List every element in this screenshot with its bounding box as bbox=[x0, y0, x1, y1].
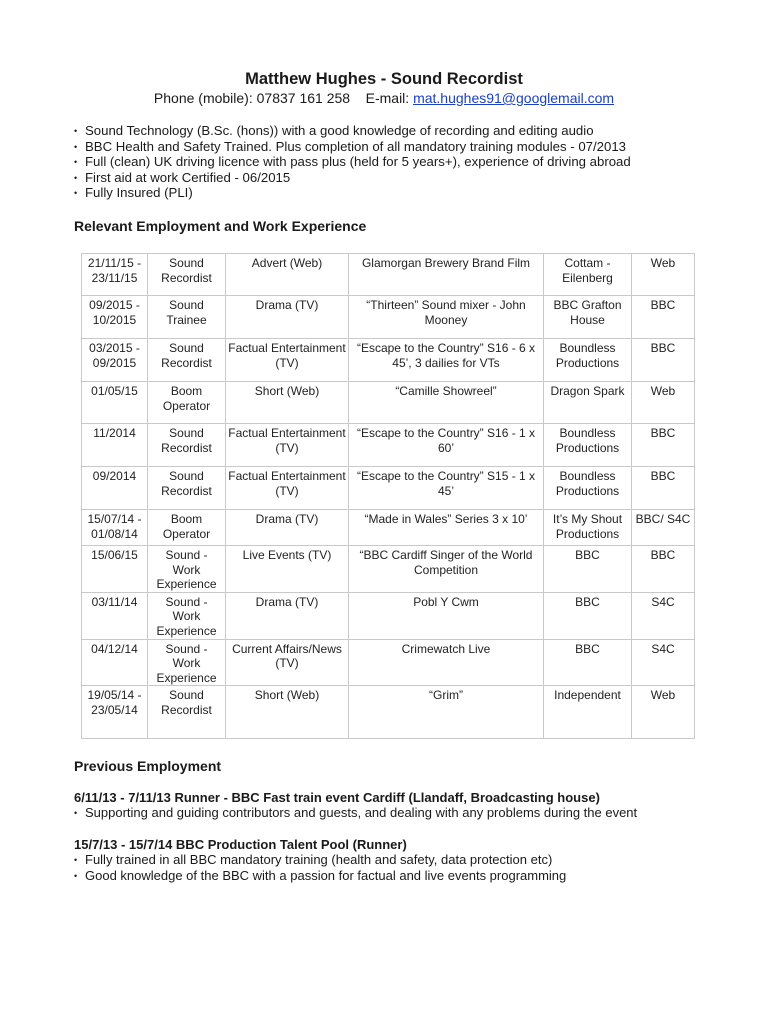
job2-detail-1: • Fully trained in all BBC mandatory training (health and safety, data protection etc) bbox=[74, 852, 553, 867]
production-cell: “Escape to the Country” S16 - 6 x 45’, 3 dailies for VTs bbox=[349, 339, 544, 382]
production-cell: “Escape to the Country” S15 - 1 x 45’ bbox=[349, 467, 544, 510]
genre-cell: Current Affairs/News (TV) bbox=[226, 639, 349, 686]
company-cell: BBC Grafton House bbox=[544, 296, 632, 339]
table-row bbox=[82, 546, 695, 593]
bullet-icon: • bbox=[74, 808, 78, 818]
production-cell: “BBC Cardiff Singer of the World Competition bbox=[349, 546, 544, 593]
bullet-icon: • bbox=[74, 172, 78, 183]
table-row bbox=[82, 254, 695, 296]
production-cell: Pobl Y Cwm bbox=[349, 592, 544, 639]
company-cell: Boundless Productions bbox=[544, 424, 632, 467]
genre-cell: Live Events (TV) bbox=[226, 546, 349, 593]
role-cell: Sound - Work Experience bbox=[148, 592, 226, 639]
dates-cell: 03/11/14 bbox=[82, 592, 148, 639]
dates-cell: 15/07/14 - 01/08/14 bbox=[82, 510, 148, 546]
bullet-icon: • bbox=[74, 855, 78, 865]
email-link[interactable]: mat.hughes91@googlemail.com bbox=[413, 90, 615, 106]
platform-cell: BBC bbox=[632, 546, 695, 593]
dates-cell: 03/2015 - 09/2015 bbox=[82, 339, 148, 382]
role-cell: Sound Recordist bbox=[148, 254, 226, 296]
company-cell: It’s My Shout Productions bbox=[544, 510, 632, 546]
genre-cell: Factual Entertainment (TV) bbox=[226, 424, 349, 467]
skill-item: • Sound Technology (B.Sc. (hons)) with a good knowledge of recording and editing audio bbox=[74, 123, 594, 138]
genre-cell: Drama (TV) bbox=[226, 592, 349, 639]
production-cell: Glamorgan Brewery Brand Film bbox=[349, 254, 544, 296]
company-cell: BBC bbox=[544, 546, 632, 593]
company-cell: Boundless Productions bbox=[544, 467, 632, 510]
platform-cell: Web bbox=[632, 382, 695, 424]
job1-detail: • Supporting and guiding contributors and guests, and dealing with any problems during the event bbox=[74, 805, 638, 820]
platform-cell: BBC/ S4C bbox=[632, 510, 695, 546]
production-cell: “Escape to the Country” S16 - 1 x 60’ bbox=[349, 424, 544, 467]
skill-item: • Full (clean) UK driving licence with pass plus (held for 5 years+), experience of driving abroad bbox=[74, 154, 631, 170]
platform-cell: Web bbox=[632, 254, 695, 296]
dates-cell: 01/05/15 bbox=[82, 382, 148, 424]
email-label: E-mail: bbox=[365, 90, 410, 106]
dates-cell: 19/05/14 - 23/05/14 bbox=[82, 686, 148, 739]
role-cell: Sound Recordist bbox=[148, 339, 226, 382]
dates-cell: 09/2015 - 10/2015 bbox=[82, 296, 148, 339]
role-cell: Boom Operator bbox=[148, 510, 226, 546]
skills-list bbox=[74, 123, 734, 201]
role-cell: Sound Recordist bbox=[148, 467, 226, 510]
contact-line bbox=[0, 90, 768, 106]
skill-item: • Fully Insured (PLI) bbox=[74, 185, 193, 201]
production-cell: “Camille Showreel” bbox=[349, 382, 544, 424]
table-row bbox=[82, 339, 695, 382]
platform-cell: BBC bbox=[632, 339, 695, 382]
table-row bbox=[82, 510, 695, 546]
genre-cell: Drama (TV) bbox=[226, 296, 349, 339]
role-cell: Sound Recordist bbox=[148, 686, 226, 739]
skill-item: • BBC Health and Safety Trained. Plus completion of all mandatory training modules - 07/2013 bbox=[74, 138, 626, 154]
production-cell: “Made in Wales” Series 3 x 10’ bbox=[349, 510, 544, 546]
platform-cell: BBC bbox=[632, 424, 695, 467]
genre-cell: Short (Web) bbox=[226, 382, 349, 424]
company-cell: Boundless Productions bbox=[544, 339, 632, 382]
role-cell: Sound - Work Experience bbox=[148, 546, 226, 593]
production-cell: “Thirteen” Sound mixer - John Mooney bbox=[349, 296, 544, 339]
bullet-icon: • bbox=[74, 188, 78, 199]
dates-cell: 21/11/15 - 23/11/15 bbox=[82, 254, 148, 296]
role-cell: Sound Recordist bbox=[148, 424, 226, 467]
genre-cell: Factual Entertainment (TV) bbox=[226, 339, 349, 382]
role-cell: Sound Trainee bbox=[148, 296, 226, 339]
bullet-icon: • bbox=[74, 157, 78, 168]
table-row bbox=[82, 592, 695, 639]
previous-heading: Previous Employment bbox=[74, 758, 222, 774]
platform-cell: BBC bbox=[632, 296, 695, 339]
table-row bbox=[82, 296, 695, 339]
dates-cell: 04/12/14 bbox=[82, 639, 148, 686]
company-cell: Cottam - Eilenberg bbox=[544, 254, 632, 296]
bullet-icon: • bbox=[74, 141, 78, 152]
dates-cell: 09/2014 bbox=[82, 467, 148, 510]
platform-cell: S4C bbox=[632, 592, 695, 639]
platform-cell: BBC bbox=[632, 467, 695, 510]
relevant-heading: Relevant Employment and Work Experience bbox=[74, 218, 367, 234]
company-cell: Independent bbox=[544, 686, 632, 739]
company-cell: Dragon Spark bbox=[544, 382, 632, 424]
role-cell: Boom Operator bbox=[148, 382, 226, 424]
table-row bbox=[82, 424, 695, 467]
genre-cell: Drama (TV) bbox=[226, 510, 349, 546]
company-cell: BBC bbox=[544, 639, 632, 686]
genre-cell: Short (Web) bbox=[226, 686, 349, 739]
table-row bbox=[82, 382, 695, 424]
dates-cell: 15/06/15 bbox=[82, 546, 148, 593]
table-row bbox=[82, 639, 695, 686]
platform-cell: S4C bbox=[632, 639, 695, 686]
employment-table bbox=[81, 253, 695, 739]
job2-detail-2: • Good knowledge of the BBC with a passion for factual and live events programming bbox=[74, 868, 567, 883]
table-row bbox=[82, 467, 695, 510]
cv-title: Matthew Hughes - Sound Recordist bbox=[245, 70, 523, 88]
job2-title: 15/7/13 - 15/7/14 BBC Production Talent Pool (Runner) bbox=[74, 837, 407, 852]
production-cell: “Grim” bbox=[349, 686, 544, 739]
skill-item: • First aid at work Certified - 06/2015 bbox=[74, 169, 291, 185]
table-row bbox=[82, 686, 695, 739]
role-cell: Sound - Work Experience bbox=[148, 639, 226, 686]
platform-cell: Web bbox=[632, 686, 695, 739]
production-cell: Crimewatch Live bbox=[349, 639, 544, 686]
job1-title: 6/11/13 - 7/11/13 Runner - BBC Fast train event Cardiff (Llandaff, Broadcasting house) bbox=[74, 790, 600, 805]
company-cell: BBC bbox=[544, 592, 632, 639]
genre-cell: Factual Entertainment (TV) bbox=[226, 467, 349, 510]
dates-cell: 11/2014 bbox=[82, 424, 148, 467]
bullet-icon: • bbox=[74, 126, 78, 136]
genre-cell: Advert (Web) bbox=[226, 254, 349, 296]
phone-text: Phone (mobile): 07837 161 258 bbox=[153, 90, 351, 106]
bullet-icon: • bbox=[74, 871, 78, 881]
